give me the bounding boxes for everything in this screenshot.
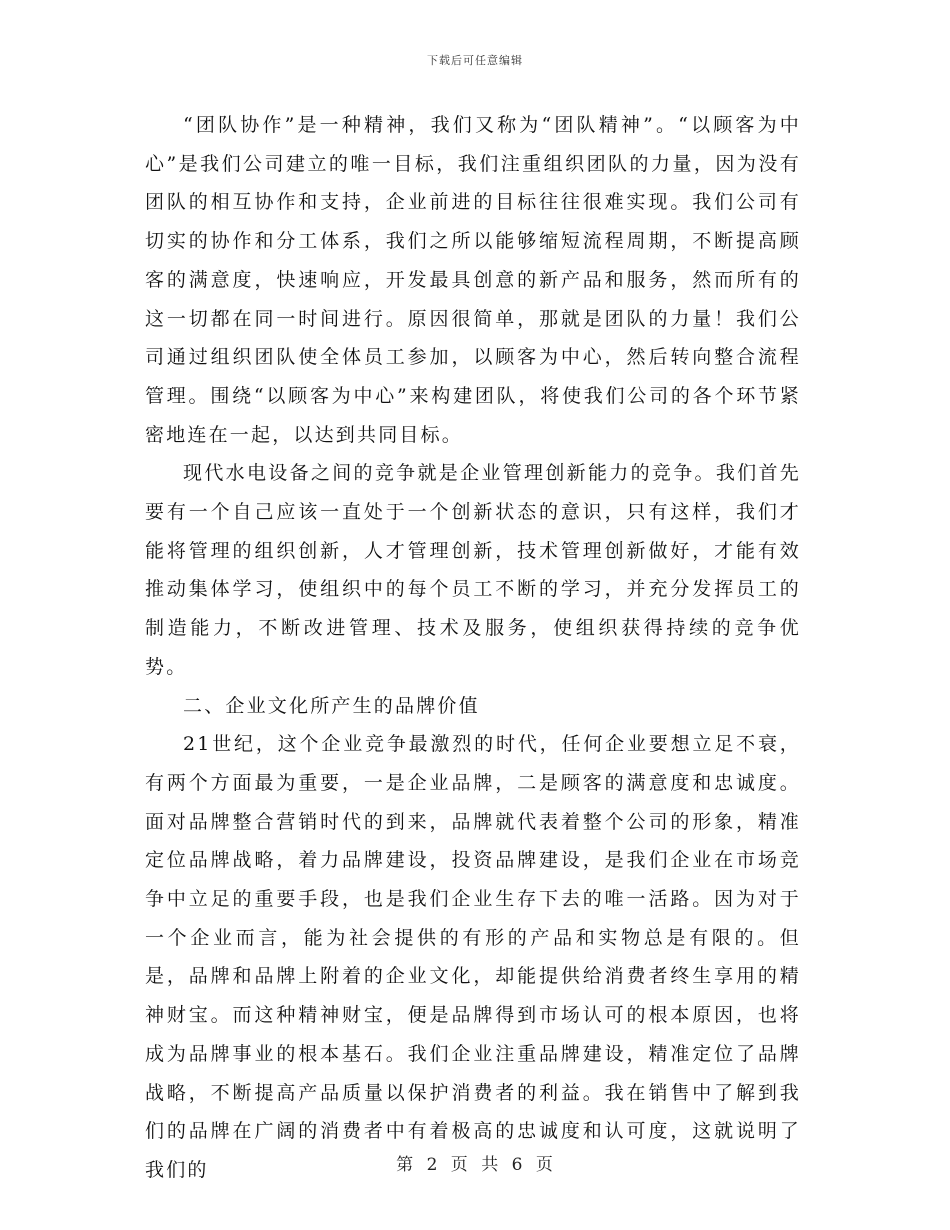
body-paragraph: 21世纪，这个企业竞争最激烈的时代，任何企业要想立足不衰，有两个方面最为重要，一是企业品牌，二是顾客的满意度和忠诚度。面对品牌整合营销时代的到来，品牌就代表着整个公司的形象，精准定位品牌战略，着力品牌建设，投资品牌建设，是我们企业在市场竞争中立足的重要手段，也是我们企业生存下去的唯一活路。因为对于一个企业而言，能为社会提供的有形的产品和实物总是有限的。但是，品牌和品牌上附着的企业文化，却能提供给消费者终生享用的精神财宝。而这种精神财宝，便是品牌得到市场认可的根本原因，也将成为品牌事业的根本基石。我们企业注重品牌建设，精准定位了品牌战略，不断提高产品质量以保护消费者的利益。我在销售中了解到我们的品牌在广阔的消费者中有着极高的忠诚度和认可度，这就说明了我们的: [145, 733, 801, 1181]
page-header: 下载后可任意编辑: [427, 54, 523, 67]
section-heading: 二、企业文化所产生的品牌价值: [183, 694, 480, 717]
body-paragraph: “团队协作”是一种精神，我们又称为“团队精神”。“以顾客为中心”是我们公司建立的唯一目标，我们注重组织团队的力量，因为没有团队的相互协作和支持，企业前进的目标往往很难实现。我们公司有切实的协作和分工体系，我们之所以能够缩短流程周期，不断提高顾客的满意度，快速响应，开发最具创意的新产品和服务，然而所有的这一切都在同一时间进行。原因很简单，那就是团队的力量！我们公司通过组织团队使全体员工参加，以顾客为中心，然后转向整合流程管理。围绕“以顾客为中心”来构建团队，将使我们公司的各个环节紧密地连在一起，以达到共同目标。: [145, 114, 801, 446]
body-paragraph: 现代水电设备之间的竞争就是企业管理创新能力的竞争。我们首先要有一个自己应该一直处于一个创新状态的意识，只有这样，我们才能将管理的组织创新，人才管理创新，技术管理创新做好，才能有效推动集体学习，使组织中的每个员工不断的学习，并充分发挥员工的制造能力，不断改进管理、技术及服务，使组织获得持续的竞争优势。: [145, 462, 801, 678]
page-footer: 第 2 页 共 6 页: [396, 1155, 554, 1175]
document-body: [145, 106, 801, 1190]
